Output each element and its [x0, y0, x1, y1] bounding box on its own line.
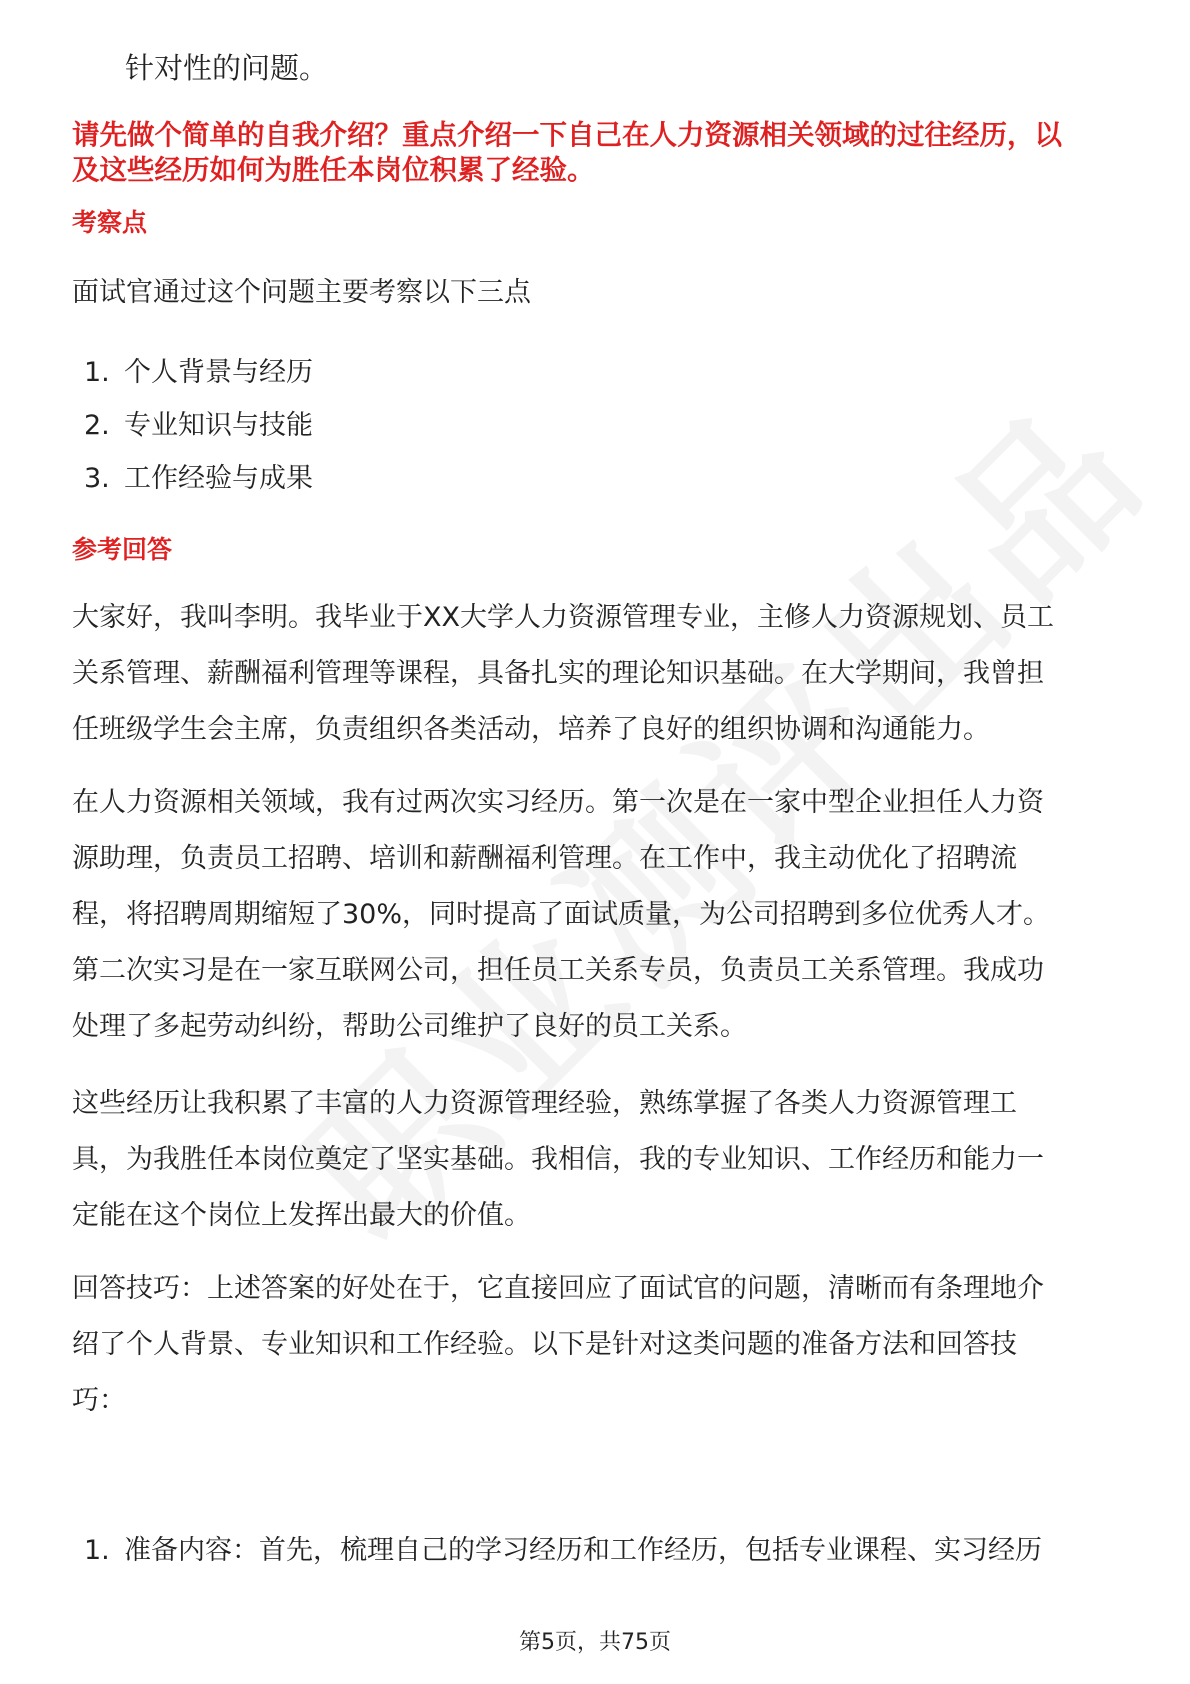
- question-line-2: 及这些经历如何为胜任本岗位积累了经验。: [72, 154, 595, 186]
- paragraph-line: 具，为我胜任本岗位奠定了坚实基础。我相信，我的专业知识、工作经历和能力一: [72, 1144, 1044, 1175]
- paragraph-line: 关系管理、薪酬福利管理等课程，具备扎实的理论知识基础。在大学期间，我曾担: [72, 658, 1044, 689]
- list-number: 1.: [84, 1535, 110, 1566]
- answer-paragraph-3: [72, 1076, 1122, 1244]
- list-number: 1.: [84, 357, 110, 388]
- paragraph-line: 程，将招聘周期缩短了30%，同时提高了面试质量，为公司招聘到多位优秀人才。: [72, 899, 1051, 930]
- assessment-list-item: [84, 459, 313, 499]
- paragraph-line: 第二次实习是在一家互联网公司，担任员工关系专员，负责员工关系管理。我成功: [72, 955, 1044, 986]
- list-item-text: 工作经验与成果: [124, 463, 313, 494]
- assessment-intro: 面试官通过这个问题主要考察以下三点: [72, 277, 531, 308]
- list-item-text: 准备内容：首先，梳理自己的学习经历和工作经历，包括专业课程、实习经历: [124, 1535, 1042, 1566]
- paragraph-line: 定能在这个岗位上发挥出最大的价值。: [72, 1200, 531, 1231]
- page-footer: 第5页，共75页: [519, 1630, 671, 1655]
- tip-list-item: [84, 1531, 1042, 1571]
- list-item-text: 专业知识与技能: [124, 410, 313, 441]
- answer-paragraph-1: [72, 590, 1122, 758]
- paragraph-line: 任班级学生会主席，负责组织各类活动，培养了良好的组织协调和沟通能力。: [72, 714, 990, 745]
- question-line-1: 请先做个简单的自我介绍？重点介绍一下自己在人力资源相关领域的过往经历，以: [72, 119, 1062, 151]
- assessment-title: 考察点: [72, 208, 148, 237]
- paragraph-line: 在人力资源相关领域，我有过两次实习经历。第一次是在一家中型企业担任人力资: [72, 787, 1044, 818]
- list-number: 3.: [84, 463, 110, 494]
- paragraph-line: 绍了个人背景、专业知识和工作经验。以下是针对这类问题的准备方法和回答技: [72, 1329, 1017, 1360]
- paragraph-line: 处理了多起劳动纠纷，帮助公司维护了良好的员工关系。: [72, 1011, 747, 1042]
- assessment-list-item: [84, 406, 313, 446]
- paragraph-line: 这些经历让我积累了丰富的人力资源管理经验，熟练掌握了各类人力资源管理工: [72, 1088, 1017, 1119]
- answer-paragraph-2: [72, 775, 1122, 1055]
- answer-title: 参考回答: [72, 535, 173, 564]
- assessment-list-item: [84, 353, 313, 393]
- paragraph-line: 巧：: [72, 1385, 126, 1416]
- paragraph-line: 源助理，负责员工招聘、培训和薪酬福利管理。在工作中，我主动优化了招聘流: [72, 843, 1017, 874]
- paragraph-line: 大家好，我叫李明。我毕业于XX大学人力资源管理专业，主修人力资源规划、员工: [72, 602, 1054, 633]
- list-item-text: 个人背景与经历: [124, 357, 313, 388]
- answer-paragraph-4: [72, 1261, 1122, 1429]
- continued-text: 针对性的问题。: [125, 51, 329, 85]
- paragraph-line: 回答技巧：上述答案的好处在于，它直接回应了面试官的问题，清晰而有条理地介: [72, 1273, 1044, 1304]
- list-number: 2.: [84, 410, 110, 441]
